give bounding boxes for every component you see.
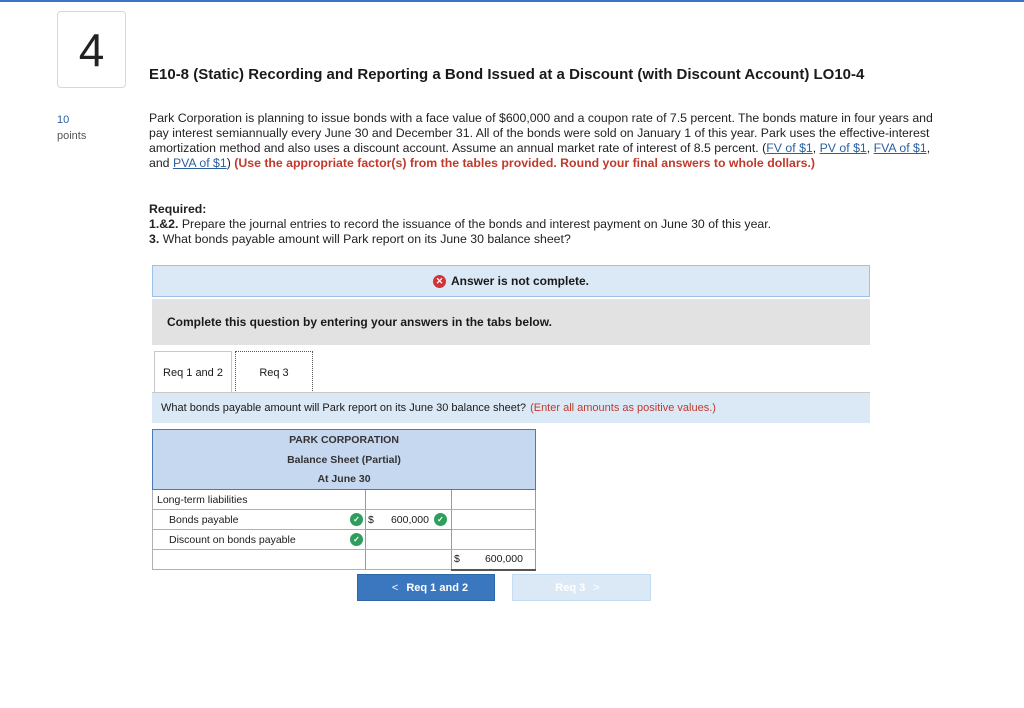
answer-status-text: Answer is not complete.: [450, 274, 590, 288]
check-icon: ✓: [434, 513, 447, 526]
total-input[interactable]: [452, 550, 536, 570]
required-section: [149, 202, 929, 247]
row-label: [153, 550, 366, 570]
link-fva-of-1[interactable]: FVA of $1: [873, 141, 927, 155]
close-paren: ): [226, 156, 231, 170]
chevron-left-icon: <: [391, 581, 399, 594]
header-row: [153, 430, 536, 450]
required-item-label: 3.: [149, 232, 160, 246]
link-separator: ,: [812, 141, 820, 155]
required-heading: Required:: [149, 202, 207, 216]
tab-question-note: (Enter all amounts as positive values.): [530, 402, 716, 414]
question-body: [149, 111, 941, 171]
link-fv-of-1[interactable]: FV of $1: [766, 141, 813, 155]
row-label-text: Discount on bonds payable: [169, 533, 296, 546]
question-number: 4: [57, 11, 126, 88]
table-row: [153, 550, 536, 570]
required-item: [149, 232, 929, 247]
next-tab-button[interactable]: [512, 574, 651, 601]
row-label: [153, 510, 366, 530]
amount-input[interactable]: [366, 510, 452, 530]
body-paragraph: Park Corporation is planning to issue bonds with a face value of $600,000 and a coupon rate of 7.5 percent. The bonds mature in four years and pay interest semiannually every June 30 and December 31. All of the bonds were sold on January 1 of this year. Park uses the effective-interest amortization method and also uses a discount account. Assume an annual market rate of interest of 8.5 percent.: [149, 111, 933, 155]
amount-value: 600,000: [390, 513, 429, 526]
points-info: [57, 112, 86, 144]
points-value: 10: [57, 114, 70, 126]
total-input[interactable]: [452, 490, 536, 510]
amount-input[interactable]: [366, 550, 452, 570]
link-pva-of-1[interactable]: PVA of $1: [172, 156, 227, 170]
next-tab-label: Req 3: [555, 581, 586, 594]
instruction-bar: Complete this question by entering your answers in the tabs below.: [152, 299, 870, 345]
answer-status-bar: [152, 265, 870, 297]
open-paren: (: [762, 141, 767, 155]
currency-symbol: $: [454, 553, 460, 566]
statement-name: Balance Sheet (Partial): [153, 450, 536, 470]
required-item-label: 1.&2.: [149, 217, 179, 231]
question-title: E10-8 (Static) Recording and Reporting a Bond Issued at a Discount (with Discount Account) LO10-4: [149, 66, 865, 83]
table-row: [153, 530, 536, 550]
prev-tab-label: Req 1 and 2: [406, 581, 469, 594]
tab-question-text: What bonds payable amount will Park report on its June 30 balance sheet?: [161, 402, 527, 414]
required-item: [149, 217, 929, 232]
total-input[interactable]: [452, 530, 536, 550]
total-value: 600,000: [484, 553, 523, 566]
header-row: [153, 450, 536, 470]
points-label: points: [57, 130, 87, 142]
header-row: [153, 470, 536, 490]
row-label: Long-term liabilities: [153, 490, 366, 510]
company-name: PARK CORPORATION: [153, 430, 536, 450]
check-icon: ✓: [350, 533, 363, 546]
prev-tab-button[interactable]: [357, 574, 495, 601]
required-item-text: What bonds payable amount will Park report on its June 30 balance sheet?: [162, 232, 571, 246]
table-row: [153, 510, 536, 530]
x-icon: ✕: [433, 275, 446, 288]
required-item-text: Prepare the journal entries to record the issuance of the bonds and interest payment on June 30 of this year.: [181, 217, 772, 231]
table-row: [153, 490, 536, 510]
tab-question-bar: [152, 393, 870, 423]
top-border: [0, 0, 1024, 2]
row-label-text: Bonds payable: [169, 513, 239, 526]
chevron-right-icon: >: [593, 581, 600, 594]
statement-date: At June 30: [153, 470, 536, 490]
check-icon: ✓: [350, 513, 363, 526]
link-separator: ,: [866, 141, 874, 155]
link-separator: , and: [149, 141, 931, 170]
tab-req-3[interactable]: Req 3: [235, 351, 313, 393]
link-pv-of-1[interactable]: PV of $1: [819, 141, 867, 155]
amount-input[interactable]: [366, 490, 452, 510]
rounding-instruction: (Use the appropriate factor(s) from the tables provided. Round your final answers to whole dollars.): [234, 156, 816, 170]
total-input[interactable]: [452, 510, 536, 530]
amount-input[interactable]: [366, 530, 452, 550]
row-label: [153, 530, 366, 550]
currency-symbol: $: [368, 513, 374, 526]
balance-sheet-table: [152, 429, 536, 571]
tab-req-1-and-2[interactable]: Req 1 and 2: [154, 351, 232, 393]
